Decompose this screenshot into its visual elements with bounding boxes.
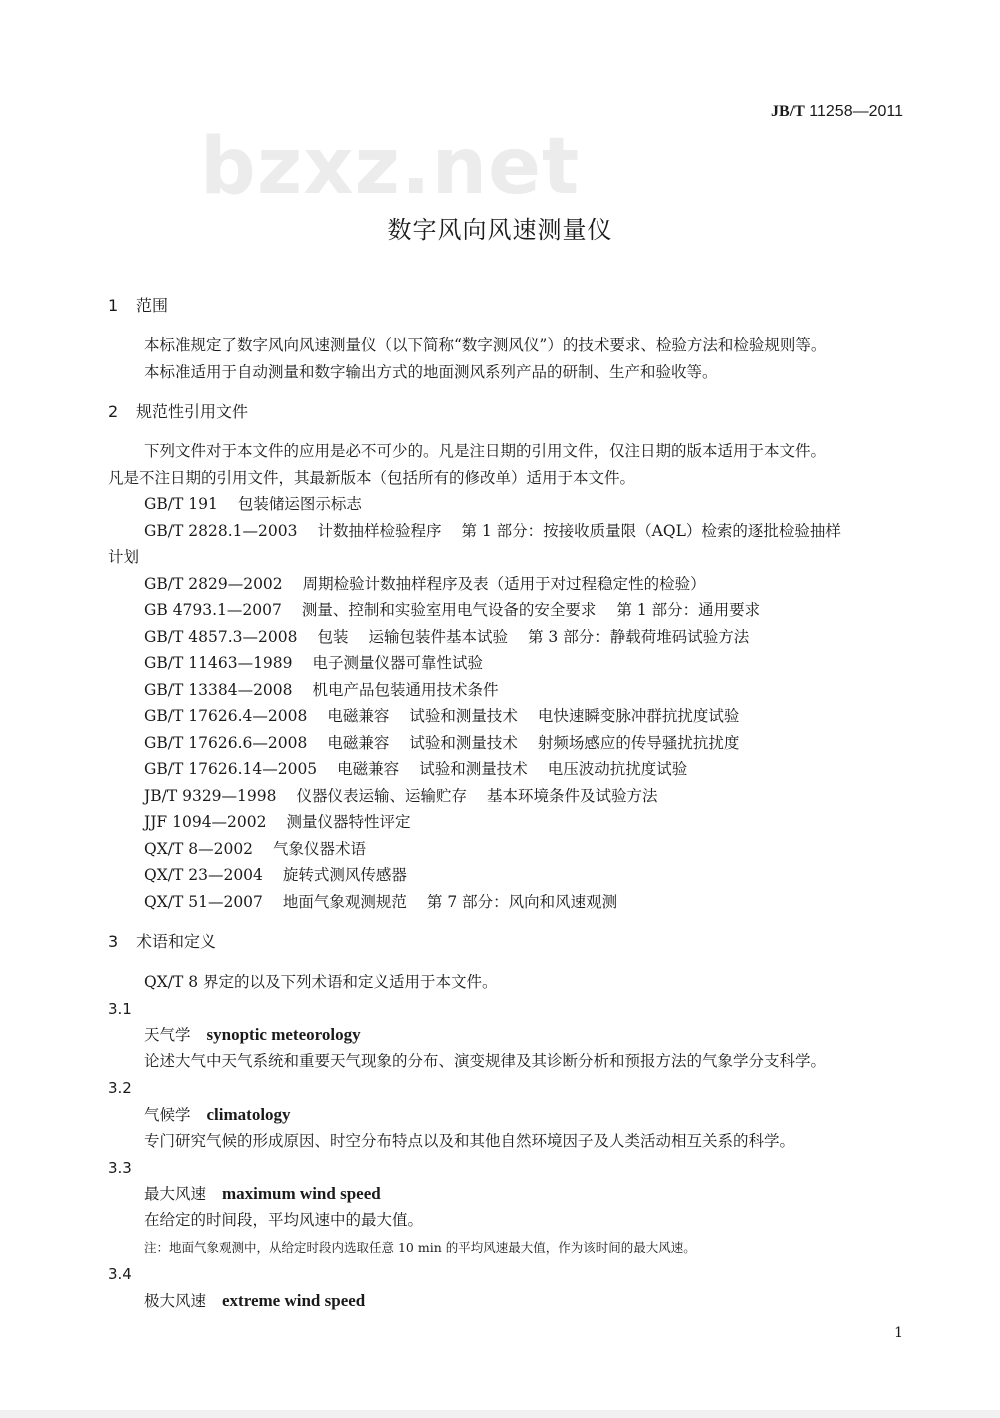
reference-continuation: 计划 <box>108 548 140 566</box>
reference-code: GB/T 11463—1989 <box>144 654 293 672</box>
term-name-en: climatology <box>206 1105 291 1124</box>
section-heading-references <box>108 402 248 422</box>
term-name <box>144 1105 291 1125</box>
term-number: 3.1 <box>108 1000 132 1018</box>
term-name <box>144 1291 365 1311</box>
term-name-en: maximum wind speed <box>222 1184 381 1203</box>
reference-item <box>144 839 366 859</box>
reference-item <box>144 680 499 700</box>
reference-item <box>144 865 407 885</box>
reference-title: 包装储运图示标志 <box>237 495 362 513</box>
standard-prefix: JB/T <box>771 103 805 120</box>
term-number: 3.4 <box>108 1265 132 1283</box>
reference-title-part: 基本环境条件及试验方法 <box>487 787 658 805</box>
section-number: 1 <box>108 296 119 315</box>
term-name <box>144 1025 361 1045</box>
reference-item <box>144 706 739 726</box>
reference-title: 测量仪器特性评定 <box>286 813 411 831</box>
reference-title: 仪器仪表运输、运输贮存 <box>296 787 467 805</box>
term-number: 3.3 <box>108 1159 132 1177</box>
reference-title: 机电产品包装通用技术条件 <box>312 681 499 699</box>
reference-item <box>144 494 362 514</box>
page-number: 1 <box>894 1325 903 1341</box>
section-title: 术语和定义 <box>136 932 217 951</box>
section-number: 3 <box>108 932 119 951</box>
term-name-zh: 最大风速 <box>144 1185 207 1203</box>
reference-item <box>144 627 749 647</box>
reference-item <box>144 653 483 673</box>
standard-number <box>771 103 903 121</box>
term-definition: 论述大气中天气系统和重要天气现象的分布、演变规律及其诊断分析和预报方法的气象学分支科学。 <box>144 1052 827 1070</box>
paragraph: 本标准适用于自动测量和数字输出方式的地面测风系列产品的研制、生产和验收等。 <box>144 363 718 381</box>
reference-title-part: 第 3 部分：静载荷堆码试验方法 <box>527 628 750 646</box>
document-title: 数字风向风速测量仪 <box>387 216 613 244</box>
reference-title-part: 试验和测量技术 <box>409 707 518 725</box>
reference-code: GB/T 4857.3—2008 <box>144 628 298 646</box>
standard-code: 11258—2011 <box>809 103 903 120</box>
reference-title: 地面气象观测规范 <box>282 893 407 911</box>
watermark: bzxz.net <box>200 122 581 212</box>
paragraph-continuation: 凡是不注日期的引用文件，其最新版本（包括所有的修改单）适用于本文件。 <box>108 469 636 487</box>
reference-title-part: 电快速瞬变脉冲群抗扰度试验 <box>537 707 740 725</box>
reference-code: QX/T 51—2007 <box>144 893 263 911</box>
section-number: 2 <box>108 402 119 421</box>
reference-code: GB/T 191 <box>144 495 218 513</box>
term-note: 注：地面气象观测中，从给定时段内选取任意 10 min 的平均风速最大值，作为该时间的最大风速。 <box>144 1240 696 1255</box>
reference-code: GB/T 17626.6—2008 <box>144 734 308 752</box>
reference-code: QX/T 8—2002 <box>144 840 254 858</box>
reference-title: 电磁兼容 <box>327 734 390 752</box>
paragraph: 本标准规定了数字风向风速测量仪（以下简称“数字测风仪”）的技术要求、检验方法和检验规则等。 <box>144 336 827 354</box>
paragraph: QX/T 8 界定的以及下列术语和定义适用于本文件。 <box>144 973 498 991</box>
reference-title-part: 第 1 部分：通用要求 <box>616 601 761 619</box>
reference-title-part: 射频场感应的传导骚扰抗扰度 <box>537 734 740 752</box>
reference-title: 气象仪器术语 <box>273 840 367 858</box>
reference-item <box>144 733 739 753</box>
reference-code: GB/T 2829—2002 <box>144 575 283 593</box>
reference-item <box>144 574 706 594</box>
reference-code: GB/T 17626.4—2008 <box>144 707 308 725</box>
reference-title-part: 第 1 部分：按接收质量限（AQL）检索的逐批检验抽样 <box>461 522 841 540</box>
reference-title: 电磁兼容 <box>337 760 400 778</box>
reference-item <box>144 786 658 806</box>
reference-item <box>144 812 411 832</box>
reference-item <box>144 892 617 912</box>
reference-title-part: 第 7 部分：风向和风速观测 <box>426 893 618 911</box>
term-name <box>144 1184 381 1204</box>
reference-title: 包装 <box>317 628 349 646</box>
term-name-zh: 天气学 <box>144 1026 191 1044</box>
reference-code: GB 4793.1—2007 <box>144 601 282 619</box>
reference-title: 电子测量仪器可靠性试验 <box>312 654 484 672</box>
term-number: 3.2 <box>108 1079 132 1097</box>
reference-title-part: 电压波动抗扰度试验 <box>547 760 688 778</box>
term-definition: 专门研究气候的形成原因、时空分布特点以及和其他自然环境因子及人类活动相互关系的科学。 <box>144 1132 796 1150</box>
reference-item <box>144 521 841 541</box>
section-title: 范围 <box>136 296 169 315</box>
reference-title: 电磁兼容 <box>327 707 390 725</box>
term-name-en: extreme wind speed <box>222 1291 366 1310</box>
term-name-zh: 气候学 <box>144 1106 191 1124</box>
reference-title-part: 运输包装件基本试验 <box>368 628 508 646</box>
reference-code: QX/T 23—2004 <box>144 866 263 884</box>
reference-title: 测量、控制和实验室用电气设备的安全要求 <box>301 601 597 619</box>
reference-title-part: 试验和测量技术 <box>419 760 528 778</box>
section-heading-terms <box>108 932 216 952</box>
section-heading-scope <box>108 296 168 316</box>
reference-code: JB/T 9329—1998 <box>144 787 277 805</box>
section-title: 规范性引用文件 <box>136 402 249 421</box>
term-name-en: synoptic meteorology <box>206 1025 361 1044</box>
reference-code: JJF 1094—2002 <box>144 813 267 831</box>
reference-title: 旋转式测风传感器 <box>282 866 407 884</box>
reference-item <box>144 759 687 779</box>
reference-code: GB/T 17626.14—2005 <box>144 760 318 778</box>
paragraph: 下列文件对于本文件的应用是必不可少的。凡是注日期的引用文件，仅注日期的版本适用于本文件。 <box>144 442 827 460</box>
reference-title-part: 试验和测量技术 <box>409 734 518 752</box>
reference-title: 周期检验计数抽样程序及表（适用于对过程稳定性的检验） <box>302 575 706 593</box>
page-bottom-edge <box>0 1410 1000 1418</box>
reference-item <box>144 600 760 620</box>
reference-title: 计数抽样检验程序 <box>317 522 442 540</box>
term-definition: 在给定的时间段，平均风速中的最大值。 <box>144 1211 424 1229</box>
term-name-zh: 极大风速 <box>144 1292 207 1310</box>
reference-code: GB/T 13384—2008 <box>144 681 293 699</box>
reference-code: GB/T 2828.1—2003 <box>144 522 298 540</box>
